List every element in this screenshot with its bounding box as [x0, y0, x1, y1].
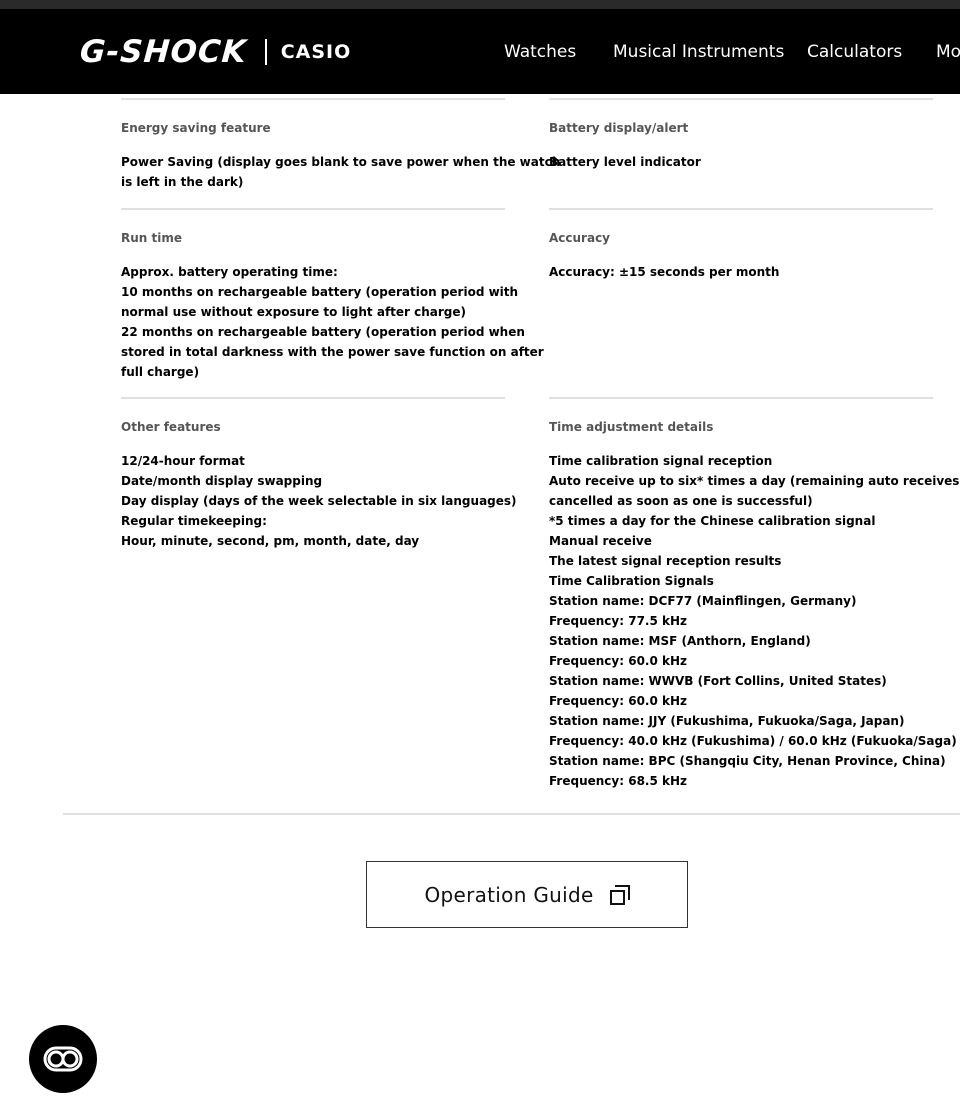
spec-value-line: Frequency: 40.0 kHz (Fukushima) / 60.0 kHz (Fukuoka/Saga): [549, 734, 957, 748]
logo-divider: [265, 39, 267, 65]
spec-value-line: Date/month display swapping: [121, 474, 323, 488]
gshock-logo-text: G-SHOCK: [78, 34, 248, 70]
spec-value-line: cancelled as soon as one is successful): [549, 494, 813, 508]
spec-run-time: [121, 208, 544, 398]
spec-value-line: Time calibration signal reception: [549, 454, 773, 468]
spec-time-adjustment: [549, 397, 960, 807]
spec-value-line: The latest signal reception results: [549, 554, 782, 568]
spec-value-line: Power Saving (display goes blank to save power when the watch: [121, 155, 561, 169]
spec-value: [549, 152, 933, 172]
spec-label: Accuracy: [549, 231, 611, 245]
spec-other-features: [121, 397, 517, 807]
accessibility-toggle-icon: [43, 1046, 83, 1072]
nav-item-calculators[interactable]: Calculators: [807, 42, 903, 62]
spec-value-line: 22 months on rechargeable battery (operation period when: [121, 325, 525, 339]
spec-value: [549, 451, 960, 791]
spec-value: [121, 262, 544, 382]
nav-item-watches[interactable]: Watches: [504, 42, 577, 62]
spec-value: [121, 451, 517, 551]
spec-label: Run time: [121, 231, 182, 245]
spec-value-line: *5 times a day for the Chinese calibration signal: [549, 514, 876, 528]
external-link-icon: [610, 885, 630, 905]
spec-value-line: Auto receive up to six* times a day (remaining auto receives: [549, 474, 960, 488]
spec-value: [549, 262, 933, 282]
spec-value-line: 12/24-hour format: [121, 454, 245, 468]
spec-value-line: Time Calibration Signals: [549, 574, 714, 588]
nav-item-musical-instruments[interactable]: Musical Instruments: [613, 42, 785, 62]
spec-value-line: Battery level indicator: [549, 155, 701, 169]
spec-value-line: Frequency: 68.5 kHz: [549, 774, 688, 788]
casio-logo-text: CASIO: [280, 41, 352, 63]
spec-accuracy: [549, 208, 933, 398]
spec-value-line: 10 months on rechargeable battery (operation period with: [121, 285, 519, 299]
browser-top-strip: [0, 0, 960, 9]
spec-value-line: Frequency: 60.0 kHz: [549, 654, 688, 668]
brand-logo[interactable]: [80, 36, 351, 68]
spec-label: Other features: [121, 420, 221, 434]
spec-value-line: Station name: WWVB (Fort Collins, United States): [549, 674, 887, 688]
accessibility-toggle-button[interactable]: [29, 1025, 97, 1093]
spec-value-line: Station name: DCF77 (Mainflingen, Germany): [549, 594, 857, 608]
spec-battery-display: [549, 98, 933, 210]
spec-value: [121, 152, 561, 192]
site-header: [0, 9, 968, 94]
spec-value-line: full charge): [121, 365, 200, 379]
section-divider: [63, 813, 960, 815]
spec-value-line: Hour, minute, second, pm, month, date, day: [121, 534, 420, 548]
spec-value-line: Station name: JJY (Fukushima, Fukuoka/Saga, Japan): [549, 714, 905, 728]
spec-label: Battery display/alert: [549, 121, 689, 135]
operation-guide-label: Operation Guide: [424, 882, 594, 907]
spec-value-line: Station name: MSF (Anthorn, England): [549, 634, 811, 648]
spec-value-line: Frequency: 77.5 kHz: [549, 614, 688, 628]
spec-value-line: stored in total darkness with the power save function on after: [121, 345, 544, 359]
spec-value-line: normal use without exposure to light after charge): [121, 305, 467, 319]
spec-label: Time adjustment details: [549, 420, 714, 434]
spec-value-line: Regular timekeeping:: [121, 514, 267, 528]
spec-value-line: is left in the dark): [121, 175, 244, 189]
spec-energy-saving: [121, 98, 561, 210]
spec-value-line: Station name: BPC (Shangqiu City, Henan Province, China): [549, 754, 946, 768]
spec-value-line: Frequency: 60.0 kHz: [549, 694, 688, 708]
spec-value-line: Accuracy: ±15 seconds per month: [549, 265, 780, 279]
spec-value-line: Approx. battery operating time:: [121, 265, 338, 279]
spec-label: Energy saving feature: [121, 121, 271, 135]
spec-value-line: Manual receive: [549, 534, 652, 548]
nav-item-more[interactable]: Mot: [936, 42, 968, 62]
spec-value-line: Day display (days of the week selectable in six languages): [121, 494, 517, 508]
operation-guide-button[interactable]: [366, 861, 688, 928]
